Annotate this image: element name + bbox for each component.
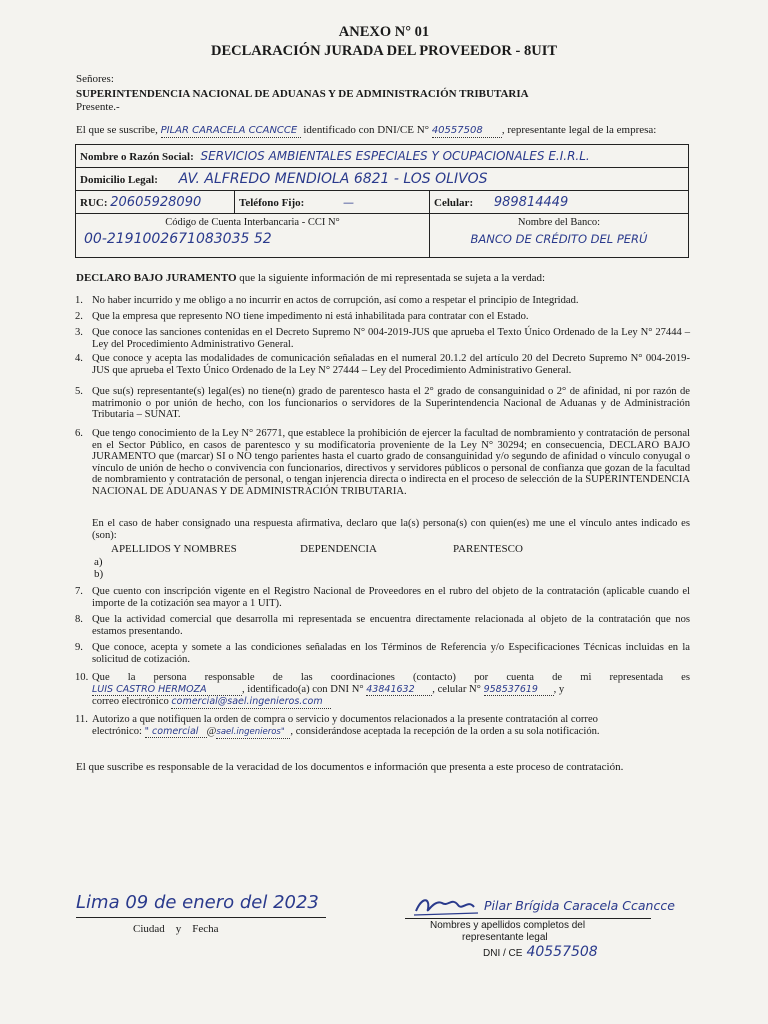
intro-middle: identificado con DNI/CE N°	[303, 124, 430, 136]
cci-label: Código de Cuenta Interbancaria - CCI N°	[165, 217, 340, 228]
ruc-value[interactable]: 20605928090	[110, 194, 202, 210]
cci-value[interactable]: 00-2191002671083035 52	[84, 231, 272, 247]
item-number: 6.	[75, 428, 83, 439]
oath-bold: DECLARO BAJO JURAMENTO	[76, 272, 237, 284]
kinship-col-names: APELLIDOS Y NOMBRES	[111, 543, 237, 555]
intro-prefix: El que se suscribe,	[76, 124, 158, 136]
bank-label: Nombre del Banco:	[517, 217, 601, 228]
item-text: Que tengo conocimiento de la Ley N° 26771, que establece la prohibición de ejercer la facultad de nombramiento y contratación de personal en el Sector Público, en casos de parentesco y su modificatoria proveniente de la Ley N° 30294; en consecuencia, DECLARO BAJO JURAMENTO que (marcar) SI o NO tengo parientes hasta el cuarto grado de consanguinidad y/o segundo de afinidad o vínculo conyugal o vínculo de unión de hecho o convivencia con funcionarios, directivos y servidores públicos o personal de confianza que gozan de la facultad de nombramiento y contratación de personal, o tengan injerencia directa o indirecta en el proceso de selección de la SUPERINTENDENCIA NACIONAL DE ADUANAS Y DE ADMINISTRACIÓN TRIBUTARIA.	[92, 428, 690, 497]
signature-dni-label: DNI / CE	[483, 948, 523, 959]
list-item	[75, 353, 690, 376]
list-item	[75, 295, 690, 307]
kinship-row-a: a)	[94, 556, 103, 568]
intro-suffix: , representante legal de la empresa:	[501, 124, 657, 136]
contact-email-field[interactable]: comercial@sael.ingenieros.com	[171, 696, 331, 709]
item-text: Que la empresa que represento NO tiene impedimento ni está inhabilitada para contratar con el Estado.	[92, 311, 529, 322]
signer-dni-field[interactable]: 40557508	[432, 125, 502, 138]
kinship-intro	[75, 518, 690, 541]
signature-dni-value[interactable]: 40557508	[526, 944, 598, 960]
contact-item	[75, 672, 690, 709]
contact-line1: Que la persona responsable de las coordinaciones (contacto) por cuenta de mi representada es	[92, 672, 690, 683]
item-number: 10.	[75, 672, 89, 683]
address-row	[76, 168, 689, 191]
item-text: Que conoce, acepta y somete a las condiciones señaladas en los Términos de Referencia y/o Especificaciones Técnicas incluidas en la solicitud de cotización.	[92, 642, 690, 665]
item-number: 8.	[75, 614, 83, 625]
signature-scribble-icon	[412, 893, 482, 921]
bank-cell	[430, 214, 689, 258]
signer-name-field[interactable]: PILAR CARACELA CCANCCE	[161, 125, 301, 138]
closing-statement: El que suscribe es responsable de la veracidad de los documentos e información que presenta a este proceso de contratación.	[76, 761, 624, 773]
item-number: 3.	[75, 327, 83, 338]
notification-item	[75, 714, 690, 739]
cci-cell	[76, 214, 430, 258]
contact-line3	[92, 696, 690, 709]
cell-label: Celular:	[434, 196, 474, 209]
at-sign: @	[206, 725, 217, 737]
signature-caption-2: representante legal	[462, 932, 548, 943]
kinship-col-dependency: DEPENDENCIA	[300, 543, 377, 555]
item-text: Que conoce y acepta las modalidades de comunicación señaladas en el numeral 20.1.2 del artículo 20 del Decreto Supremo N° 004-2019-JUS que aprueba el Texto Único Ordenado de la Ley N° 27444 – Ley del Procedimiento Administrativo General.	[92, 353, 690, 376]
ruc-label: RUC:	[80, 196, 108, 209]
contact-id-text: , identificado(a) con DNI N°	[242, 683, 364, 695]
contact-cel-text: , celular N°	[432, 683, 481, 695]
place-date-value[interactable]: Lima 09 de enero del 2023	[76, 892, 319, 913]
kinship-row-b: b)	[94, 568, 104, 580]
contact-email-text: correo electrónico	[92, 696, 169, 708]
list-item	[75, 311, 690, 323]
item-text: Que la actividad comercial que desarrolla mi representada se encuentra directamente relacionada al objeto de la contratación que nos estamos presentando.	[92, 614, 690, 637]
notification-email-domain[interactable]: sael.ingenieros"	[216, 727, 290, 740]
contact-name-field[interactable]: LUIS CASTRO HERMOZA	[92, 684, 242, 697]
contact-cel-field[interactable]: 958537619	[484, 684, 554, 697]
list-item	[75, 428, 690, 498]
item-number: 5.	[75, 386, 83, 397]
notification-email-user[interactable]: " comercial	[145, 726, 207, 739]
list-item	[75, 327, 690, 350]
address-label: Domicilio Legal:	[80, 174, 158, 186]
item-number: 2.	[75, 311, 83, 322]
signature-caption-1: Nombres y apellidos completos del	[430, 920, 586, 931]
item-number: 9.	[75, 642, 83, 653]
bank-value[interactable]: BANCO DE CRÉDITO DEL PERÚ	[470, 232, 648, 246]
contact-dni-field[interactable]: 43841632	[366, 684, 432, 697]
notification-line1: Autorizo a que notifiquen la orden de compra o servicio y documentos relacionados a la presente contratación al correo	[92, 714, 598, 725]
contact-y: , y	[553, 683, 565, 695]
notification-tail: , considerándose aceptada la recepción de la orden a su sola notificación.	[290, 725, 600, 737]
signature-dni-row	[483, 943, 598, 961]
item-text: Que conoce las sanciones contenidas en el Decreto Supremo N° 004-2019-JUS que aprueba el Texto Único Ordenado de la Ley N° 27444 – Ley del Procedimiento Administrativo General.	[92, 327, 690, 350]
cell-cell	[430, 191, 689, 214]
list-item	[75, 386, 690, 421]
notification-email-label: electrónico:	[92, 725, 142, 737]
kinship-intro-text: En el caso de haber consignado una respuesta afirmativa, declaro que la(s) persona(s) con quien(es) me une el vínculo antes indicado es (son):	[92, 518, 690, 541]
company-name-label: Nombre o Razón Social:	[80, 151, 194, 163]
signature-line	[405, 918, 651, 919]
item-text: No haber incurrido y me obligo a no incurrir en actos de corrupción, así como a respetar el principio de Integridad.	[92, 295, 579, 306]
list-item	[75, 614, 690, 637]
contact-line2	[92, 684, 690, 697]
phone-cell	[235, 191, 430, 214]
phone-value[interactable]: —	[343, 195, 355, 209]
item-number: 11.	[75, 714, 88, 725]
list-item	[75, 642, 690, 665]
list-item	[75, 586, 690, 609]
kinship-col-relation: PARENTESCO	[453, 543, 523, 555]
oath-rest: que la siguiente información de mi representada se sujeta a la verdad:	[236, 272, 546, 284]
presente: Presente.-	[76, 101, 120, 113]
addressee-entity: SUPERINTENDENCIA NACIONAL DE ADUANAS Y DE ADMINISTRACIÓN TRIBUTARIA	[76, 88, 529, 100]
item-text: Que cuento con inscripción vigente en el Registro Nacional de Proveedores en el rubro del objeto de la contratación (aplicable cuando el importe de la cotización sea mayor a 1 UIT).	[92, 586, 690, 609]
place-date-label: Ciudad y Fecha	[133, 923, 219, 935]
salutation: Señores:	[76, 73, 114, 85]
place-date-line	[76, 917, 326, 918]
company-name-row	[76, 145, 689, 168]
oath-line	[76, 272, 545, 284]
cell-value[interactable]: 989814449	[493, 194, 569, 210]
item-number: 7.	[75, 586, 83, 597]
phone-label: Teléfono Fijo:	[239, 196, 305, 209]
company-name-value[interactable]: SERVICIOS AMBIENTALES ESPECIALES Y OCUPACIONALES E.I.R.L.	[200, 149, 590, 163]
item-number: 4.	[75, 353, 83, 364]
signature-name-value[interactable]: Pilar Brígida Caracela Ccancce	[484, 898, 675, 913]
item-number: 1.	[75, 295, 83, 306]
intro-line	[76, 124, 696, 138]
company-info-table	[75, 144, 689, 258]
document-title: DECLARACIÓN JURADA DEL PROVEEDOR - 8UIT	[210, 43, 558, 59]
ruc-cell	[76, 191, 235, 214]
address-value[interactable]: AV. ALFREDO MENDIOLA 6821 - LOS OLIVOS	[178, 171, 488, 187]
item-text: Que su(s) representante(s) legal(es) no tiene(n) grado de parentesco hasta el 2° grado de consanguinidad o 2° de afinidad, ni por razón de matrimonio o por unión de hecho, con los funcionarios o servidores de la Superintendencia Nacional de Aduanas y de Administración Tributaria – SUNAT.	[92, 386, 690, 421]
notification-line2	[92, 726, 690, 740]
annex-number: ANEXO N° 01	[338, 24, 430, 40]
